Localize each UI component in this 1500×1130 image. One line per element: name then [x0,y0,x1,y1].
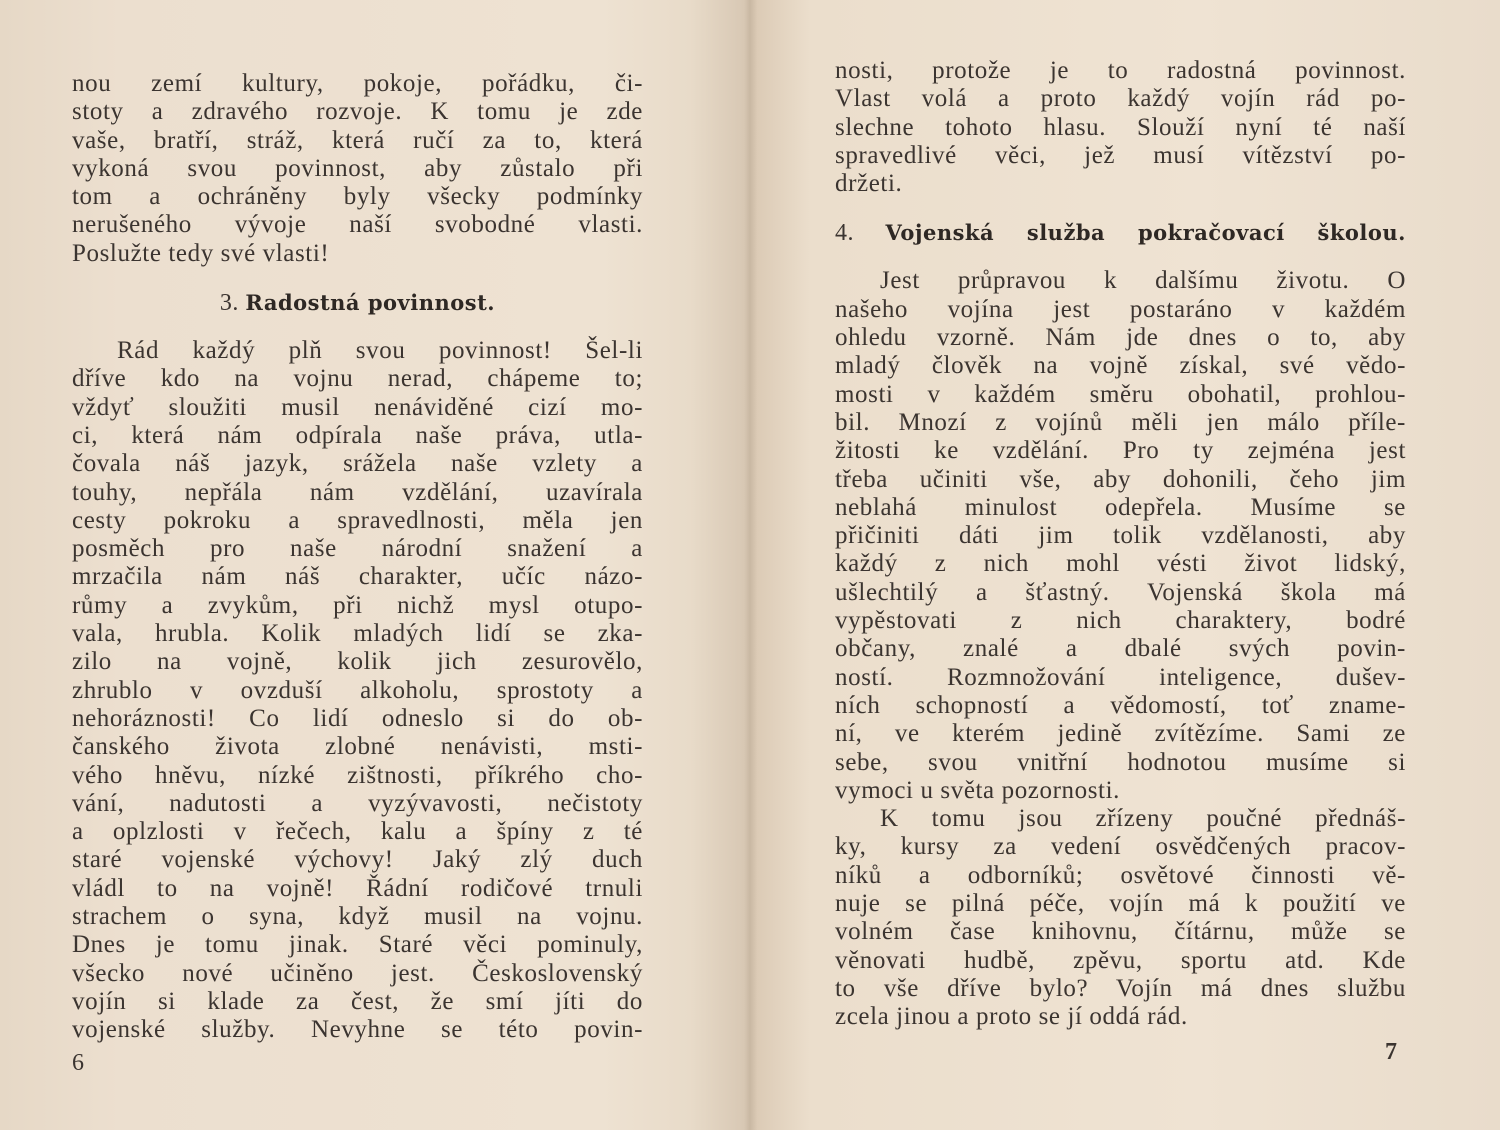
text-line: vání, nadutosti a vyzývavosti, nečistoty [72,789,643,817]
text-line: ností. Rozmnožování inteligence, dušev- [835,663,1406,691]
text-line: ci, která nám odpírala naše práva, utla- [72,421,643,449]
paragraph [835,57,1406,198]
left-page-text [72,70,643,1045]
text-line: mladý člověk na vojně získal, své vědo- [835,352,1406,380]
text-line: Vlast volá a proto každý vojín rád po- [835,85,1406,113]
text-line: vojenské služby. Nevyhne se této povin- [72,1016,643,1044]
section-heading [835,198,1406,267]
text-line: nuje se pilná péče, vojín má k použití ve [835,890,1406,918]
right-page-text [835,57,1406,1032]
text-line: stoty a zdravého rozvoje. K tomu je zde [72,98,643,126]
text-line: tom a ochráněny byly všecky podmínky [72,183,643,211]
text-line: čovala náš jazyk, srážela naše vzlety a [72,450,643,478]
section-number: 4. [835,220,854,247]
text-line: vaše, bratří, stráž, která ručí za to, která [72,126,643,154]
text-line: sebe, svou vnitřní hodnotou musíme si [835,748,1406,776]
text-line: nehoráznosti! Co lidí odneslo si do ob- [72,704,643,732]
text-line: ky, kursy za vedení osvědčených pracov- [835,833,1406,861]
text-line: růmy a zvykům, při nichž mysl otupo- [72,591,643,619]
page-number-right: 7 [1385,1039,1397,1065]
text-line: věnovati hudbě, zpěvu, sportu atd. Kde [835,946,1406,974]
text-line: nosti, protože je to radostná povinnost. [835,57,1406,84]
text-line: Poslužte tedy své vlasti! [72,239,330,267]
text-line: žitosti ke vzdělání. Pro ty zejména jest [835,437,1406,465]
text-line: vypěstovati z nich charaktery, bodré [835,607,1406,635]
text-line: staré vojenské výchovy! Jaký zlý duch [72,846,643,874]
section-number: 3. [219,290,239,317]
text-line: ní, ve kterém jedině zvítězíme. Sami ze [835,720,1406,748]
text-line: to vše dříve bylo? Vojín má dnes službu [835,974,1406,1002]
text-line: vykoná svou povinnost, aby zůstalo při [72,154,643,182]
text-line: posměch pro naše národní snažení a [72,535,643,563]
section-title: Vojenská služba pokračovací školou. [885,220,1406,246]
paragraph [835,805,1406,1031]
text-line: mosti v každém směru obohatil, prohlou- [835,380,1406,408]
text-line: všecko nové učiněno jest. Československý [72,959,643,987]
text-line: vymoci u světa pozornosti. [835,776,1120,804]
paragraph [835,267,1406,805]
text-line: Jest průpravou k dalšímu životu. O [880,267,1406,295]
text-line: třeba učiniti vše, aby dohonili, čeho jim [835,465,1406,493]
text-line: ohledu vzorně. Nám jde dnes o to, aby [835,324,1406,352]
text-line: K tomu jsou zřízeny poučné přednáš- [880,805,1406,833]
text-line: čanského života zlobné nenávisti, msti- [72,733,643,761]
text-line: nou zemí kultury, pokoje, pořádku, či- [72,70,643,97]
text-line: spravedlivé věci, jež musí vítězství po- [835,141,1406,169]
text-line: vala, hrubla. Kolik mladých lidí se zka- [72,620,643,648]
text-line: a oplzlosti v řečech, kalu a špíny z té [72,818,643,846]
text-line: Rád každý plň svou povinnost! Šel-li [117,337,643,365]
text-line: ušlechtilý a šťastný. Vojenská škola má [835,578,1406,606]
text-line: slechne tohoto hlasu. Slouží nyní té naší [835,113,1406,141]
text-line: strachem o syna, když musil na vojnu. [72,903,643,931]
text-line: Dnes je tomu jinak. Staré věci pominuly, [72,931,643,959]
text-line: zhrublo v ovzduší alkoholu, sprostoty a [72,676,643,704]
text-line: zcela jinou a proto se jí oddá rád. [835,1003,1188,1031]
text-line: cesty pokroku a spravedlnosti, měla jen [72,506,643,534]
text-line: vého hněvu, nízké zištnosti, příkrého cho- [72,761,643,789]
paragraph [72,70,643,268]
text-line: volném čase knihovnu, čítárnu, může se [835,918,1406,946]
text-line: našeho vojína jest postaráno v každém [835,295,1406,323]
text-line: ních schopností a vědomostí, toť zname- [835,691,1406,719]
text-line: zilo na vojně, kolik jich zesurovělo, [72,648,643,676]
text-line: nerušeného vývoje naší svobodné vlasti. [72,211,643,239]
text-line: každý z nich mohl vésti život lidský, [835,550,1406,578]
text-line: držeti. [835,170,903,198]
text-line: mrzačila nám náš charakter, učíc názo- [72,563,643,591]
text-line: neblahá minulost odepřela. Musíme se [835,493,1406,521]
text-line: touhy, nepřála nám vzdělání, uzavírala [72,478,643,506]
text-line: vždyť sloužiti musil nenáviděné cizí mo- [72,393,643,421]
text-line: občany, znalé a dbalé svých povin- [835,635,1406,663]
text-line: přičiniti dáti jim tolik vzdělanosti, aby [835,522,1406,550]
paragraph [72,337,643,1044]
text-line: vládl to na vojně! Řádní rodičové trnuli [72,874,643,902]
section-heading [72,268,643,337]
text-line: bil. Mnozí z vojínů měli jen málo příle- [835,408,1406,436]
text-line: vojín si klade za čest, že smí jíti do [72,987,643,1015]
section-title: Radostná povinnost. [245,290,496,316]
text-line: dříve kdo na vojnu nerad, chápeme to; [72,365,643,393]
page-number-left: 6 [72,1050,84,1076]
text-line: níků a odborníků; osvětové činnosti vě- [835,861,1406,889]
